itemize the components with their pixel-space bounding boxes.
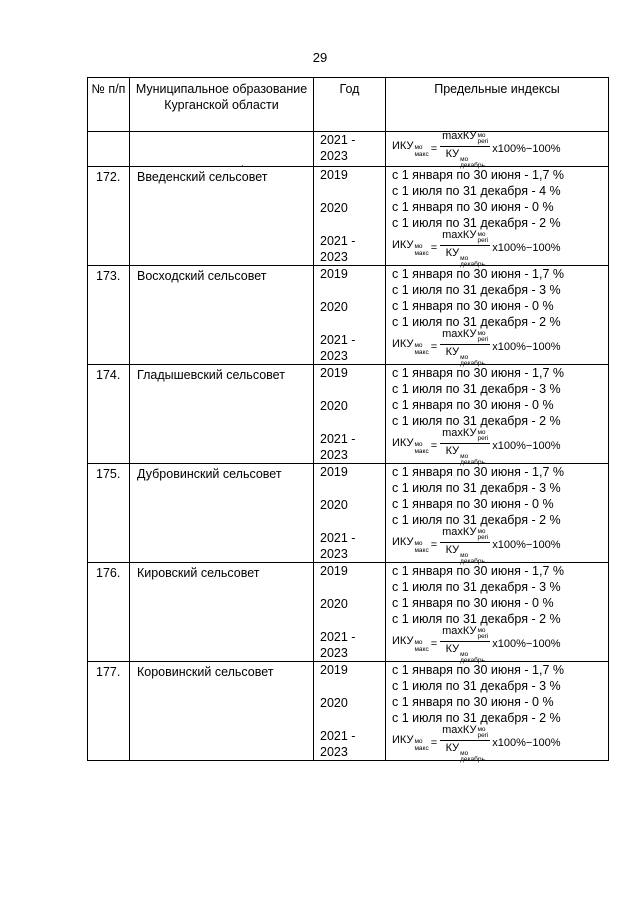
table-row bbox=[88, 266, 609, 365]
cell-name bbox=[130, 563, 314, 662]
index-line: с 1 июля по 31 декабря - 2 % bbox=[392, 315, 561, 329]
cell-name bbox=[130, 266, 314, 365]
year-2020: 2020 bbox=[320, 300, 348, 314]
year-range-end: 2023 bbox=[320, 646, 348, 660]
index-line: с 1 января по 30 июня - 1,7 % bbox=[392, 168, 564, 182]
index-line: с 1 января по 30 июня - 1,7 % bbox=[392, 366, 564, 380]
year-range-start: 2021 - bbox=[320, 729, 356, 743]
municipality-name: Коровинский сельсовет bbox=[137, 665, 274, 679]
cell-year bbox=[314, 563, 386, 662]
formula-slot bbox=[392, 624, 608, 664]
header-num: № п/п bbox=[88, 78, 130, 132]
table-row bbox=[88, 167, 609, 266]
index-line: с 1 июля по 31 декабря - 2 % bbox=[392, 513, 561, 527]
year-2020: 2020 bbox=[320, 201, 348, 215]
index-line: с 1 июля по 31 декабря - 2 % bbox=[392, 414, 561, 428]
formula-slot bbox=[392, 426, 608, 466]
table-header-row bbox=[88, 78, 609, 132]
year-range-end: 2023 bbox=[320, 745, 348, 759]
table-row bbox=[88, 365, 609, 464]
year-2019: 2019 bbox=[320, 267, 348, 281]
row-number: 173. bbox=[96, 269, 121, 283]
index-line: с 1 июля по 31 декабря - 2 % bbox=[392, 612, 561, 626]
formula-lhs: ИКУ мо макс bbox=[392, 239, 429, 257]
year-range-start: 2021 - bbox=[320, 432, 356, 446]
index-line: с 1 января по 30 июня - 0 % bbox=[392, 299, 554, 313]
year-range-start: 2021 - bbox=[320, 234, 356, 248]
year-2019: 2019 bbox=[320, 366, 348, 380]
cell-year bbox=[314, 167, 386, 266]
formula-lhs: ИКУ мо макс bbox=[392, 140, 429, 158]
formula-fraction: maxКУ мо peri КУ мо декабрь bbox=[442, 525, 489, 565]
year-2020: 2020 bbox=[320, 399, 348, 413]
year-2019: 2019 bbox=[320, 564, 348, 578]
year-2019: 2019 bbox=[320, 465, 348, 479]
cell-year bbox=[314, 662, 386, 761]
cell-year bbox=[314, 365, 386, 464]
header-indices: Предельные индексы bbox=[386, 78, 609, 132]
index-line: с 1 января по 30 июня - 0 % bbox=[392, 398, 554, 412]
formula-lhs: ИКУ мо макс bbox=[392, 536, 429, 554]
table-row-continued bbox=[88, 132, 609, 167]
formula-lhs: ИКУ мо макс bbox=[392, 338, 429, 356]
formula-lhs: ИКУ мо макс bbox=[392, 734, 429, 752]
cell-name bbox=[130, 464, 314, 563]
cell-name bbox=[130, 167, 314, 266]
index-line: с 1 июля по 31 декабря - 2 % bbox=[392, 711, 561, 725]
row-number: 176. bbox=[96, 566, 121, 580]
municipality-name: Кировский сельсовет bbox=[137, 566, 260, 580]
municipality-name: Дубровинский сельсовет bbox=[137, 467, 282, 481]
index-line: с 1 января по 30 июня - 0 % bbox=[392, 200, 554, 214]
formula-slot bbox=[392, 525, 608, 565]
formula-slot bbox=[392, 228, 608, 268]
municipality-name: Восходский сельсовет bbox=[137, 269, 267, 283]
cell-year bbox=[314, 132, 386, 167]
index-formula: ИКУ мо макс = maxКУ мо peri КУ мо декабрь х100%−100% bbox=[392, 624, 561, 664]
cell-num bbox=[88, 662, 130, 761]
cell-num bbox=[88, 266, 130, 365]
year-2020: 2020 bbox=[320, 498, 348, 512]
formula-slot bbox=[392, 129, 608, 169]
index-line: с 1 июля по 31 декабря - 3 % bbox=[392, 580, 561, 594]
index-line: с 1 января по 30 июня - 1,7 % bbox=[392, 267, 564, 281]
municipality-name: Введенский сельсовет bbox=[137, 170, 268, 184]
formula-fraction: maxКУ мо peri КУ мо декабрь bbox=[442, 723, 489, 763]
index-formula: ИКУ мо макс = maxКУ мо peri КУ мо декабрь х100%−100% bbox=[392, 129, 561, 169]
index-line: с 1 января по 30 июня - 0 % bbox=[392, 695, 554, 709]
year-range-start: 2021 - bbox=[320, 630, 356, 644]
cell-indices bbox=[386, 167, 609, 266]
cell-name bbox=[130, 365, 314, 464]
year-2019: 2019 bbox=[320, 663, 348, 677]
year-range-end: 2023 bbox=[320, 250, 348, 264]
cell-num bbox=[88, 464, 130, 563]
formula-fraction: maxКУ мо peri КУ мо декабрь bbox=[442, 129, 489, 169]
index-line: с 1 июля по 31 декабря - 4 % bbox=[392, 184, 561, 198]
index-line: с 1 июля по 31 декабря - 3 % bbox=[392, 679, 561, 693]
formula-slot bbox=[392, 327, 608, 367]
stray-dot: · bbox=[241, 161, 244, 170]
year-range-start: 2021 - bbox=[320, 333, 356, 347]
table-row bbox=[88, 464, 609, 563]
year-range-end: 2023 bbox=[320, 547, 348, 561]
cell-year bbox=[314, 266, 386, 365]
index-line: с 1 января по 30 июня - 1,7 % bbox=[392, 564, 564, 578]
formula-fraction: maxКУ мо peri КУ мо декабрь bbox=[442, 426, 489, 466]
year-range-end: 2023 bbox=[320, 149, 348, 163]
index-formula: ИКУ мо макс = maxКУ мо peri КУ мо декабрь х100%−100% bbox=[392, 228, 561, 268]
year-range-start: 2021 - bbox=[320, 531, 356, 545]
cell-indices bbox=[386, 129, 609, 169]
row-number: 175. bbox=[96, 467, 121, 481]
year-range-end: 2023 bbox=[320, 448, 348, 462]
year-2020: 2020 bbox=[320, 597, 348, 611]
table-row bbox=[88, 662, 609, 761]
cell-indices bbox=[386, 563, 609, 662]
cell-year bbox=[314, 464, 386, 563]
cell-indices bbox=[386, 662, 609, 761]
index-line: с 1 июля по 31 декабря - 3 % bbox=[392, 481, 561, 495]
formula-lhs: ИКУ мо макс bbox=[392, 635, 429, 653]
cell-indices bbox=[386, 464, 609, 563]
cell-indices bbox=[386, 365, 609, 464]
cell-num bbox=[88, 563, 130, 662]
index-line: с 1 июля по 31 декабря - 3 % bbox=[392, 382, 561, 396]
cell-num bbox=[88, 365, 130, 464]
header-year: Год bbox=[314, 78, 386, 132]
cell-name bbox=[130, 132, 314, 167]
municipality-name: Гладышевский сельсовет bbox=[137, 368, 285, 382]
index-formula: ИКУ мо макс = maxКУ мо peri КУ мо декабрь х100%−100% bbox=[392, 426, 561, 466]
index-line: с 1 января по 30 июня - 0 % bbox=[392, 596, 554, 610]
year-2019: 2019 bbox=[320, 168, 348, 182]
index-formula: ИКУ мо макс = maxКУ мо peri КУ мо декабрь х100%−100% bbox=[392, 327, 561, 367]
index-line: с 1 января по 30 июня - 1,7 % bbox=[392, 663, 564, 677]
cell-name bbox=[130, 662, 314, 761]
row-number: 174. bbox=[96, 368, 121, 382]
formula-fraction: maxКУ мо peri КУ мо декабрь bbox=[442, 228, 489, 268]
index-formula: ИКУ мо макс = maxКУ мо peri КУ мо декабрь х100%−100% bbox=[392, 723, 561, 763]
index-line: с 1 января по 30 июня - 1,7 % bbox=[392, 465, 564, 479]
year-range-start: 2021 - bbox=[320, 133, 356, 147]
formula-fraction: maxКУ мо peri КУ мо декабрь bbox=[442, 327, 489, 367]
index-formula: ИКУ мо макс = maxКУ мо peri КУ мо декабрь х100%−100% bbox=[392, 525, 561, 565]
cell-num bbox=[88, 132, 130, 167]
tariff-index-table bbox=[87, 77, 609, 761]
cell-num bbox=[88, 167, 130, 266]
year-range-end: 2023 bbox=[320, 349, 348, 363]
index-line: с 1 июля по 31 декабря - 3 % bbox=[392, 283, 561, 297]
formula-lhs: ИКУ мо макс bbox=[392, 437, 429, 455]
table-row bbox=[88, 563, 609, 662]
formula-slot bbox=[392, 723, 608, 763]
formula-fraction: maxКУ мо peri КУ мо декабрь bbox=[442, 624, 489, 664]
year-2020: 2020 bbox=[320, 696, 348, 710]
index-line: с 1 января по 30 июня - 0 % bbox=[392, 497, 554, 511]
index-line: с 1 июля по 31 декабря - 2 % bbox=[392, 216, 561, 230]
header-municipality: Муниципальное образование Курганской области bbox=[130, 78, 314, 132]
row-number: 172. bbox=[96, 170, 121, 184]
row-number: 177. bbox=[96, 665, 121, 679]
cell-indices bbox=[386, 266, 609, 365]
page-number: 29 bbox=[312, 50, 328, 65]
